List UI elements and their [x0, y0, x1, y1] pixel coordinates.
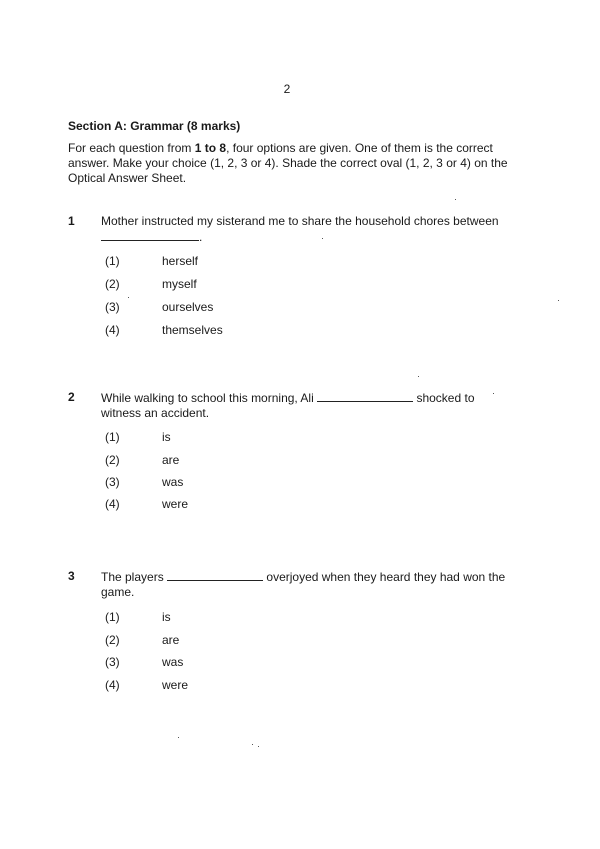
- scan-speck: [252, 744, 253, 745]
- option-text: were: [162, 497, 189, 511]
- option-3: [105, 475, 305, 491]
- option-label: (3): [105, 475, 120, 489]
- option-label: (1): [105, 254, 120, 268]
- scan-speck: [558, 300, 559, 301]
- option-4: [105, 497, 305, 513]
- option-1: [105, 430, 305, 446]
- option-label: (4): [105, 678, 120, 692]
- question-number: 1: [68, 214, 75, 228]
- option-label: (3): [105, 655, 120, 669]
- question-text-after: shocked to witness an accident.: [101, 391, 475, 420]
- option-2: [105, 277, 305, 293]
- question-number: 3: [68, 569, 75, 583]
- option-label: (2): [105, 633, 120, 647]
- option-text: was: [162, 655, 184, 669]
- instructions: [68, 141, 508, 186]
- scan-speck: [455, 199, 456, 200]
- instructions-post: , four options are given. One of them is the correct answer. Make your choice (1, 2, 3 or 4). Shade the correct oval (1, 2, 3 or 4) on the Optical Answer Sheet.: [68, 141, 508, 185]
- section-title: Section A: Grammar (8 marks): [68, 119, 241, 133]
- question-number: 2: [68, 390, 75, 404]
- question-text-before: Mother instructed my sisterand me to share the household chores between: [101, 214, 499, 228]
- option-4: [105, 323, 305, 339]
- option-2: [105, 633, 305, 649]
- option-text: was: [162, 475, 184, 489]
- option-text: herself: [162, 254, 199, 268]
- answer-blank: [167, 569, 263, 581]
- scan-speck: [178, 737, 179, 738]
- option-label: (4): [105, 323, 120, 337]
- question-text: [101, 390, 511, 421]
- scan-speck: [418, 376, 419, 377]
- option-label: (2): [105, 277, 120, 291]
- option-label: (2): [105, 453, 120, 467]
- option-1: [105, 610, 305, 626]
- instructions-range: 1 to 8: [194, 141, 227, 155]
- option-4: [105, 678, 305, 694]
- option-label: (1): [105, 610, 120, 624]
- option-3: [105, 655, 305, 671]
- scan-speck: [322, 238, 323, 239]
- option-3: [105, 300, 305, 316]
- question-text-before: The players: [101, 570, 164, 584]
- option-label: (3): [105, 300, 120, 314]
- option-text: ourselves: [162, 300, 214, 314]
- option-text: were: [162, 678, 189, 692]
- answer-blank: [317, 390, 413, 402]
- question-text-after: overjoyed when they heard they had won the game.: [101, 570, 506, 599]
- option-1: [105, 254, 305, 270]
- question-text: [101, 214, 511, 245]
- option-text: is: [162, 610, 171, 624]
- option-text: themselves: [162, 323, 223, 337]
- option-label: (1): [105, 430, 120, 444]
- scan-speck: [258, 746, 259, 747]
- question-text-before: While walking to school this morning, Ali: [101, 391, 314, 405]
- option-text: myself: [162, 277, 197, 291]
- page-number: 2: [283, 82, 291, 96]
- answer-blank: [101, 229, 199, 241]
- scan-speck: [493, 393, 494, 394]
- option-2: [105, 453, 305, 469]
- question-text-after: .: [199, 230, 203, 244]
- option-text: is: [162, 430, 171, 444]
- instructions-pre: For each question from: [68, 141, 195, 155]
- option-text: are: [162, 453, 180, 467]
- option-label: (4): [105, 497, 120, 511]
- question-text: [101, 569, 511, 600]
- scan-speck: [128, 297, 129, 298]
- option-text: are: [162, 633, 180, 647]
